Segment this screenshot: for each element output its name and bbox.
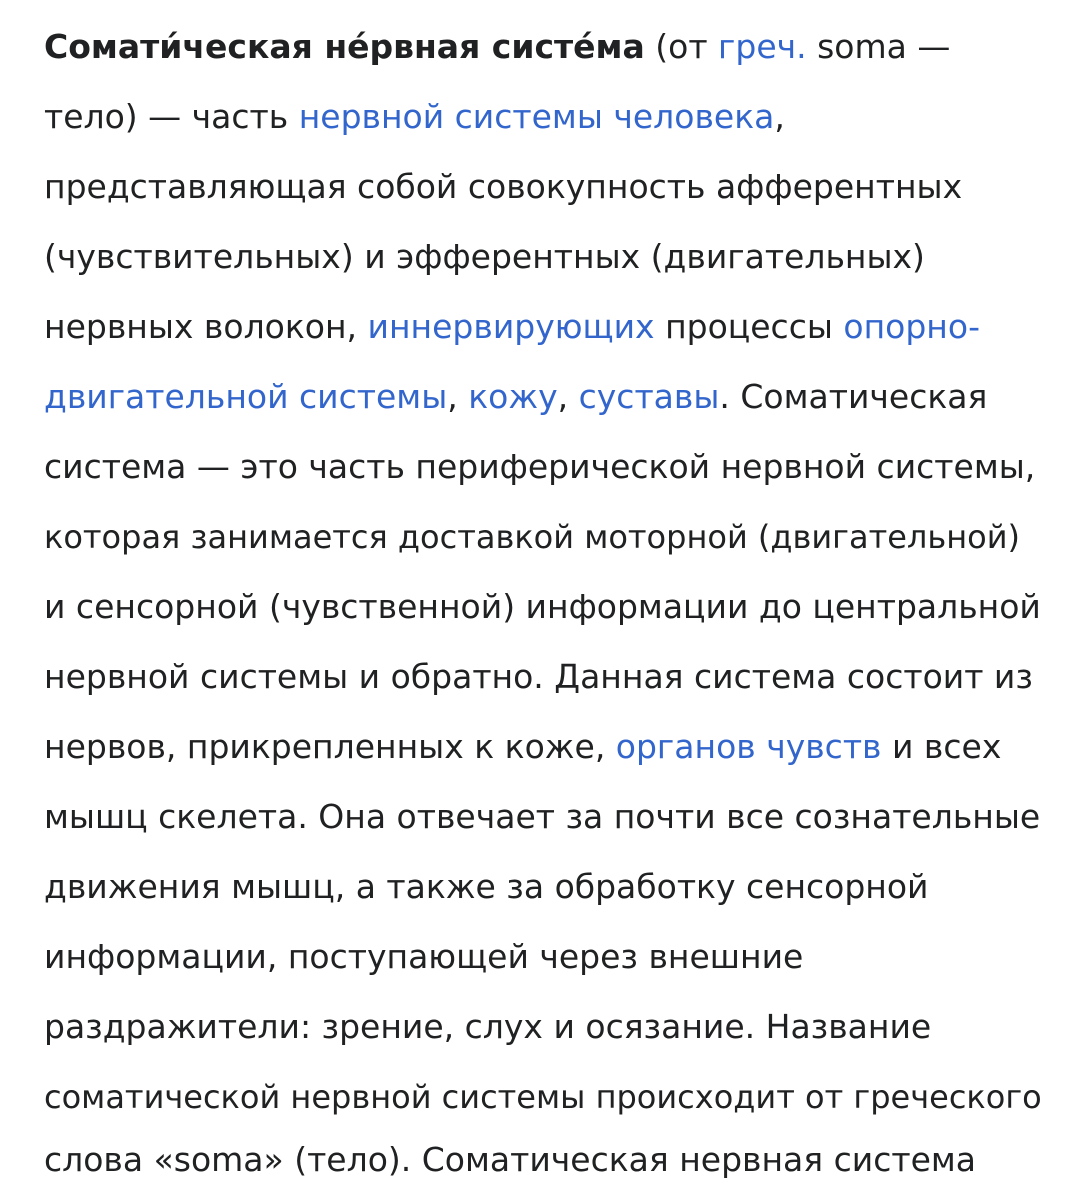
text-run: soma —	[806, 27, 951, 66]
text-run: (чувствительных) и эфферентных (двигательных)	[44, 237, 925, 276]
paragraph-line-17	[44, 1140, 976, 1180]
paragraph-line-4	[44, 237, 925, 277]
link-musculoskeletal-system-cont[interactable]: двигательной системы	[44, 377, 448, 416]
text-run: мышц скелета. Она отвечает за почти все сознательные	[44, 797, 1041, 836]
link-innervating[interactable]: иннервирующих	[367, 307, 655, 346]
text-run: представляющая собой совокупность афферентных	[44, 167, 963, 206]
text-run: система — это часть периферической нервной системы,	[44, 447, 1036, 486]
text-run: соматической нервной системы происходит от греческого	[44, 1078, 1042, 1116]
text-run: раздражители: зрение, слух и осязание. Название	[44, 1007, 932, 1046]
article-term-bold: Сомати́ческая не́рвная систе́ма	[44, 27, 645, 66]
text-run: процессы	[654, 307, 844, 346]
paragraph-line-3	[44, 167, 962, 207]
paragraph-line-5	[44, 307, 980, 347]
link-skin[interactable]: кожу	[468, 377, 558, 416]
text-run: тело) — часть	[44, 97, 299, 136]
paragraph-line-1	[44, 27, 950, 67]
text-run: информации, поступающей через внешние	[44, 937, 804, 976]
link-sense-organs[interactable]: органов чувств	[615, 727, 882, 766]
paragraph-line-15	[44, 1007, 931, 1047]
text-run: движения мышц, а также за обработку сенсорной	[44, 867, 929, 906]
text-run: и всех	[881, 727, 1002, 766]
paragraph-line-13	[44, 867, 929, 907]
link-joints[interactable]: суставы	[578, 377, 720, 416]
paragraph-line-7	[44, 447, 1035, 487]
paragraph-line-14	[44, 937, 803, 977]
text-run: ,	[557, 377, 579, 416]
text-run: нервов, прикрепленных к коже,	[44, 727, 616, 766]
text-run: ,	[774, 97, 785, 136]
link-human-nervous-system[interactable]: нервной системы человека	[298, 97, 775, 136]
text-run: которая занимается доставкой моторной (двигательной)	[44, 518, 1021, 556]
paragraph-line-16	[44, 1077, 1042, 1117]
link-greek[interactable]: греч.	[718, 27, 807, 66]
text-run: нервных волокон,	[44, 307, 368, 346]
paragraph-line-10	[44, 657, 1033, 697]
paragraph-line-6	[44, 377, 987, 417]
paragraph-line-11	[44, 727, 1001, 767]
text-run: ,	[447, 377, 469, 416]
paragraph-line-9	[44, 587, 1041, 627]
text-run: и сенсорной (чувственной) информации до центральной	[44, 587, 1041, 626]
link-musculoskeletal-system[interactable]: опорно-	[843, 307, 980, 346]
paragraph-line-2	[44, 97, 785, 137]
text-run: . Соматическая	[719, 377, 988, 416]
paragraph-line-12	[44, 797, 1040, 837]
text-run: нервной системы и обратно. Данная система состоит из	[44, 657, 1033, 696]
text-run: (от	[644, 27, 719, 66]
text-run: слова «soma» (тело). Соматическая нервная система	[44, 1140, 976, 1179]
paragraph-line-8	[44, 517, 1020, 557]
